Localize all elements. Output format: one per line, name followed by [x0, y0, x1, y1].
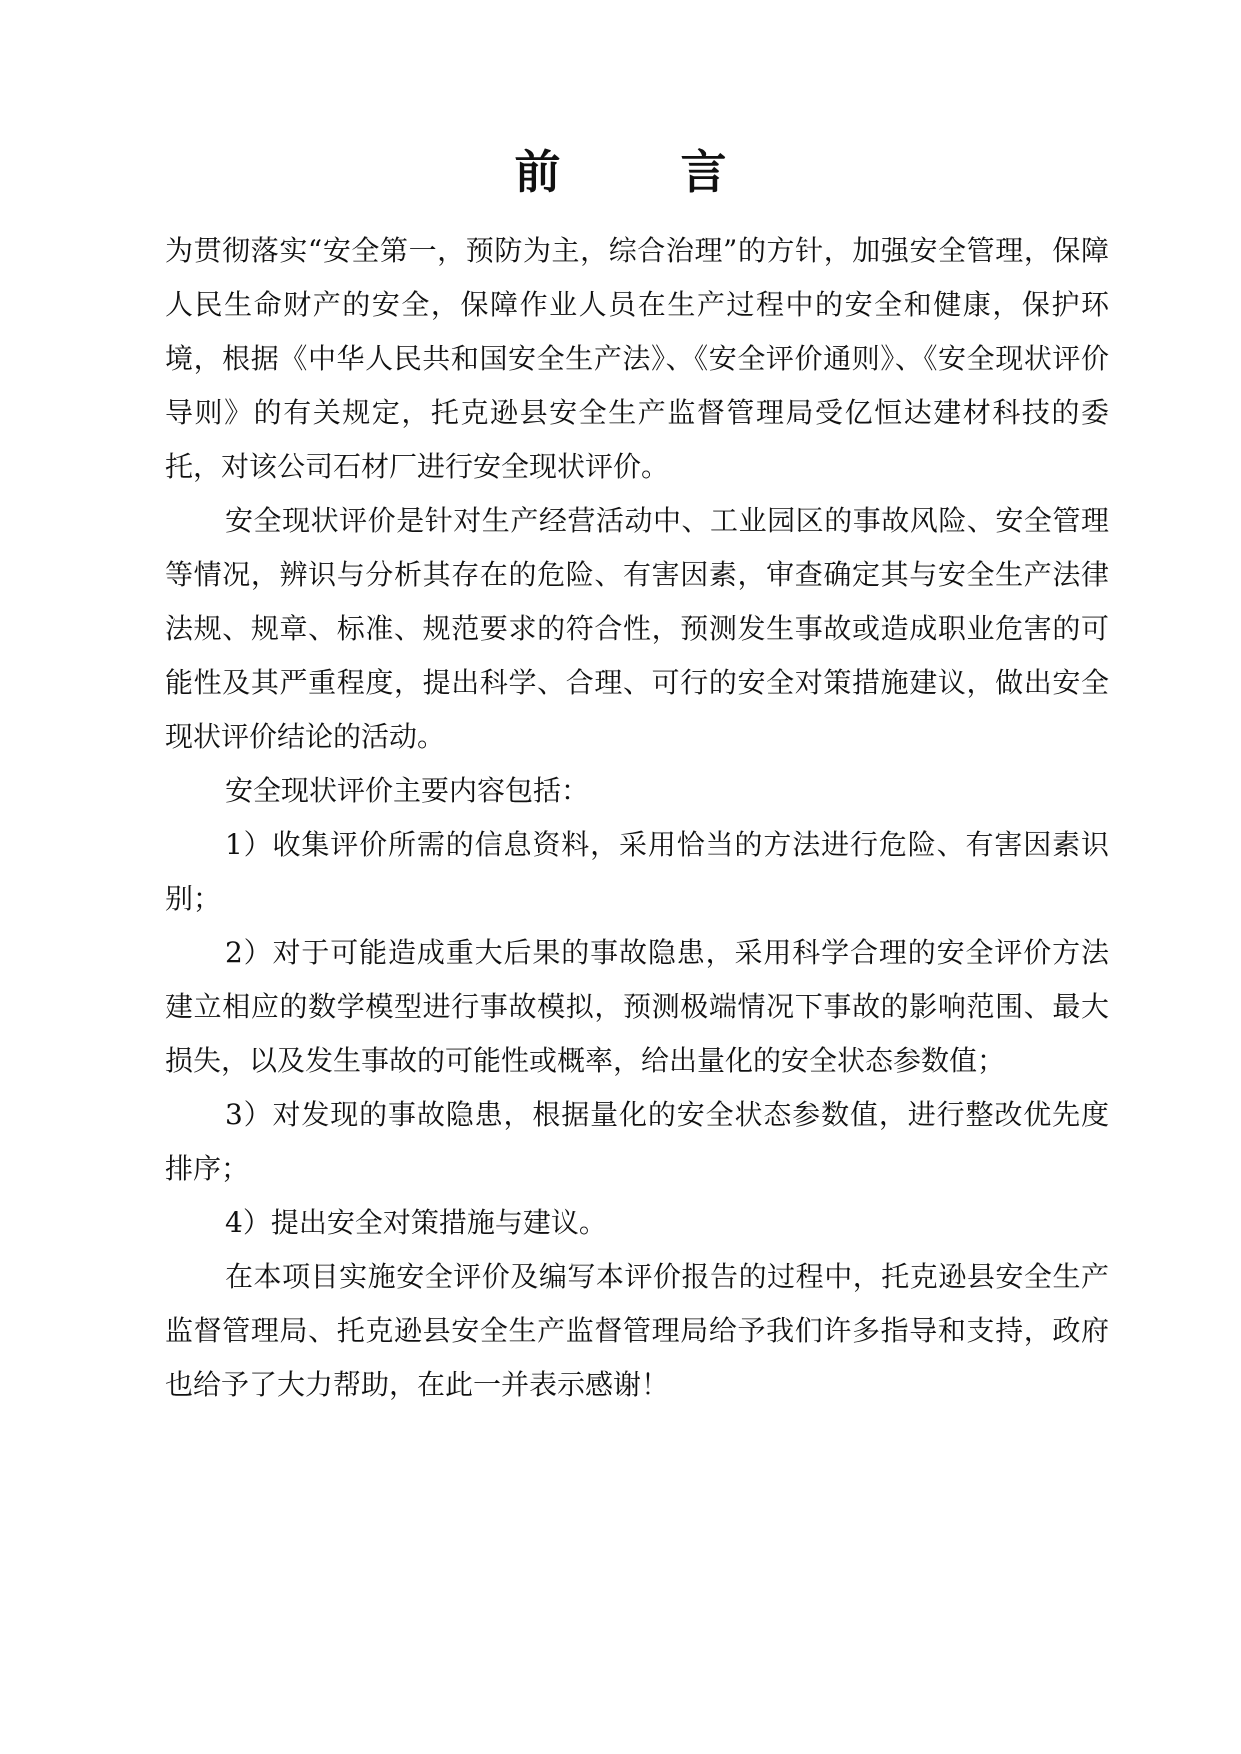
paragraph-acknowledgement: 在本项目实施安全评价及编写本评价报告的过程中，托克逊县安全生产监督管理局、托克逊县安全生产监督管理局给予我们许多指导和支持，政府也给予了大力帮助，在此一并表示感谢！ [165, 1260, 1109, 1401]
paragraph-intro: 为贯彻落实“安全第一，预防为主，综合治理”的方针，加强安全管理，保障人民生命财产的安全，保障作业人员在生产过程中的安全和健康，保护环境，根据《中华人民共和国安全生产法》、《安全评价通则》、《安全现状评价导则》的有关规定，托克逊县安全生产监督管理局受亿恒达建材科技的委托，对该公司石材厂进行安全现状评价。 [165, 234, 1109, 483]
list-item-1: 1）收集评价所需的信息资料，采用恰当的方法进行危险、有害因素识别； [165, 828, 1109, 915]
list-item-2: 2）对于可能造成重大后果的事故隐患，采用科学合理的安全评价方法建立相应的数学模型进行事故模拟，预测极端情况下事故的影响范围、最大损失，以及发生事故的可能性或概率，给出量化的安全状态参数值； [165, 936, 1109, 1077]
page-title: 前 言 [514, 145, 779, 199]
list-item-4: 4）提出安全对策措施与建议。 [225, 1206, 607, 1239]
paragraph-definition: 安全现状评价是针对生产经营活动中、工业园区的事故风险、安全管理等情况，辨识与分析其存在的危险、有害因素，审查确定其与安全生产法律法规、规章、标准、规范要求的符合性，预测发生事故或造成职业危害的可能性及其严重程度，提出科学、合理、可行的安全对策措施建议，做出安全现状评价结论的活动。 [165, 504, 1109, 753]
list-item-3: 3）对发现的事故隐患，根据量化的安全状态参数值，进行整改优先度排序； [165, 1098, 1109, 1185]
paragraph-contents-heading: 安全现状评价主要内容包括： [225, 774, 590, 807]
document-body [165, 224, 1109, 1412]
